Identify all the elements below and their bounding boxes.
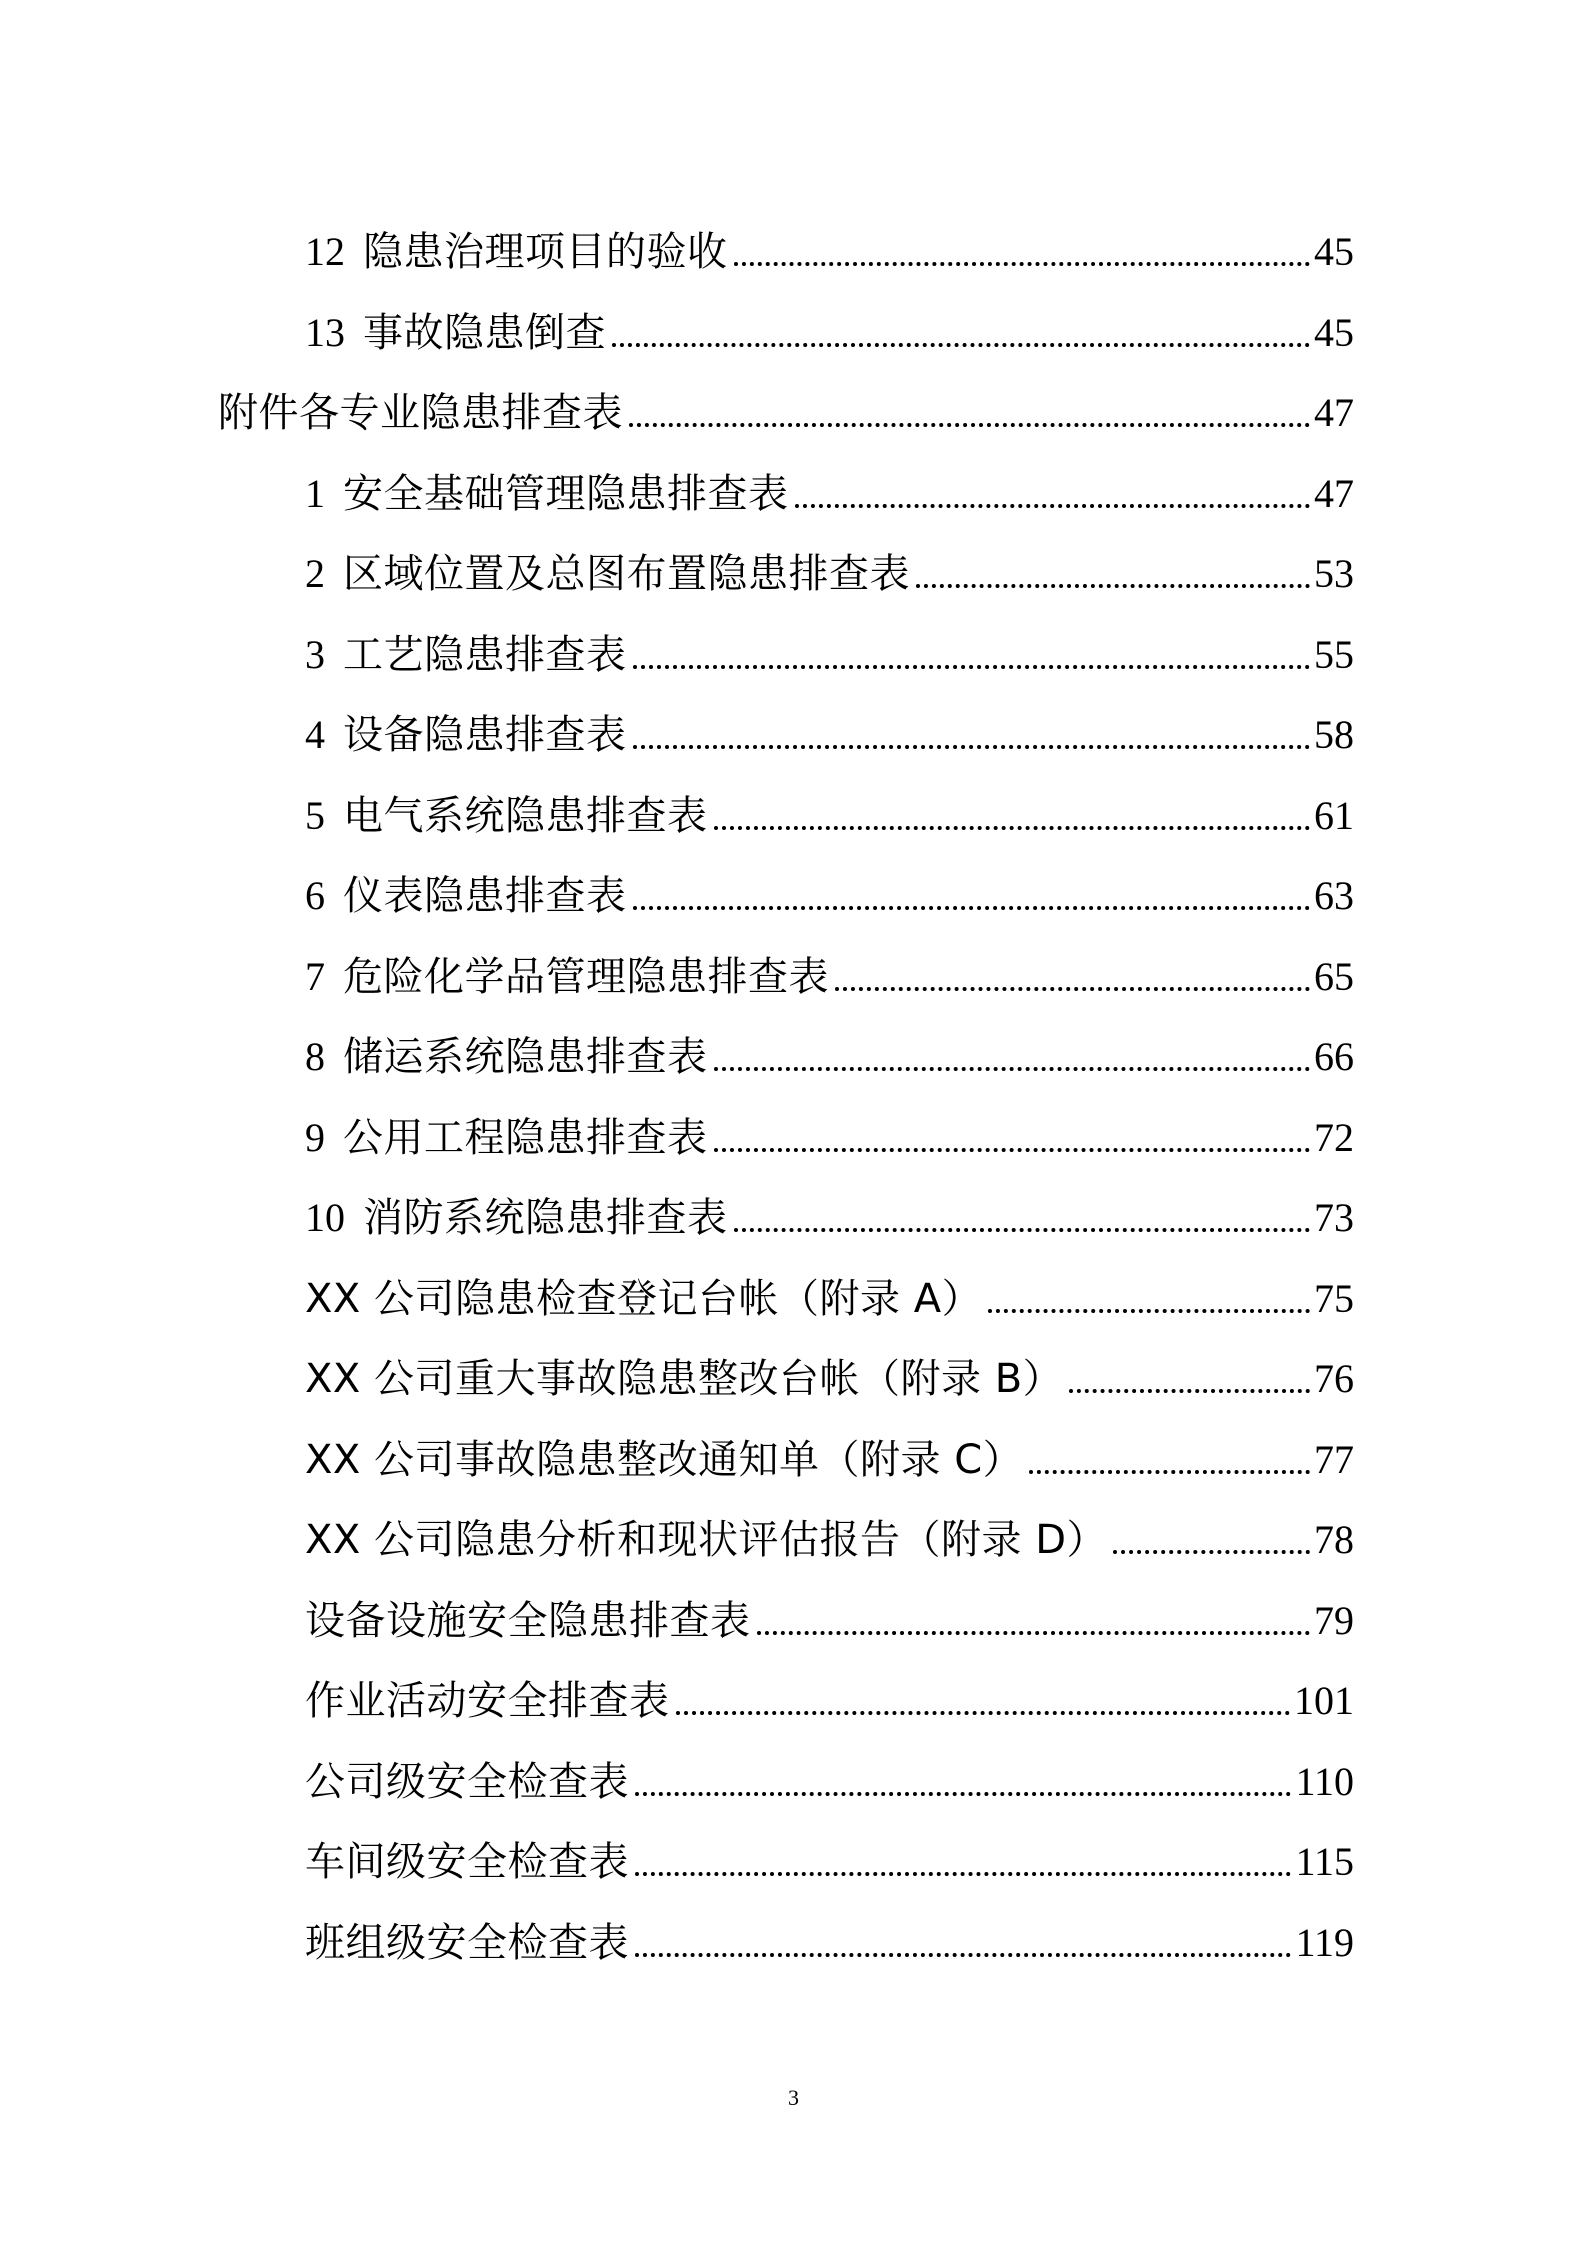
- toc-entry-number: 3: [305, 631, 325, 677]
- toc-dot-leader: [612, 343, 1310, 347]
- toc-entry-page: 45: [1314, 309, 1354, 355]
- toc-entry-number: 2: [305, 551, 325, 596]
- toc-entry-title: XX 公司事故隐患整改通知单（附录 C）: [305, 1436, 1024, 1483]
- toc-dot-leader: [1113, 1550, 1310, 1554]
- toc-entry-title: 储运系统隐患排查表: [343, 1034, 708, 1080]
- toc-entry[interactable]: [305, 1166, 1354, 1241]
- toc-dot-leader: [1029, 1470, 1310, 1474]
- toc-dot-leader: [988, 1309, 1310, 1313]
- toc-entry-title: 隐患治理项目的验收: [363, 229, 728, 275]
- toc-entry-number: 8: [305, 1034, 325, 1079]
- toc-entry-title: XX 公司隐患分析和现状评估报告（附录 D）: [305, 1517, 1108, 1563]
- toc-entry[interactable]: [305, 1569, 1354, 1644]
- toc-entry[interactable]: [305, 281, 1354, 356]
- toc-entry-page: 58: [1314, 712, 1354, 757]
- toc-entry[interactable]: [305, 1891, 1354, 1966]
- toc-entry-title: 电气系统隐患排查表: [343, 792, 708, 839]
- toc-entry[interactable]: [305, 200, 1354, 275]
- toc-entry-page: 77: [1314, 1436, 1354, 1482]
- toc-dot-leader: [835, 987, 1310, 991]
- toc-entry[interactable]: [305, 1005, 1354, 1080]
- toc-entry-number: 4: [305, 712, 325, 757]
- toc-entry[interactable]: [305, 1488, 1354, 1563]
- toc-entry-page: 79: [1314, 1597, 1354, 1643]
- toc-entry-page: 73: [1314, 1195, 1354, 1240]
- toc-dot-leader: [633, 906, 1311, 910]
- toc-entry-title: 公用工程隐患排查表: [343, 1114, 708, 1161]
- toc-dot-leader: [714, 1067, 1311, 1071]
- toc-entry-page: 110: [1295, 1758, 1354, 1804]
- toc-entry-title: 设备隐患排查表: [343, 712, 627, 758]
- toc-entry-title: 事故隐患倒查: [363, 309, 606, 356]
- toc-dot-leader: [633, 665, 1311, 669]
- toc-entry[interactable]: [305, 522, 1354, 597]
- toc-entry-title: 消防系统隐患排查表: [363, 1195, 728, 1241]
- toc-entry-page: 47: [1314, 390, 1354, 435]
- toc-entry-title: XX 公司隐患检查登记台帐（附录 A）: [305, 1275, 983, 1322]
- toc-entry[interactable]: [305, 925, 1354, 1000]
- toc-entry-title: 车间级安全检查表: [305, 1839, 629, 1885]
- toc-entry-title: 附件各专业隐患排查表: [218, 390, 623, 436]
- toc-entry-page: 76: [1314, 1356, 1354, 1401]
- toc-dot-leader: [734, 1228, 1311, 1232]
- toc-entry[interactable]: [305, 1408, 1354, 1483]
- toc-entry-number: 9: [305, 1114, 325, 1160]
- toc-entry-title: 区域位置及总图布置隐患排查表: [343, 551, 910, 597]
- toc-entry-page: 101: [1294, 1678, 1354, 1723]
- toc-entry-title: 公司级安全检查表: [305, 1758, 629, 1805]
- toc-entry[interactable]: [305, 844, 1354, 919]
- toc-entry-page: 72: [1314, 1114, 1354, 1160]
- toc-entry-title: 班组级安全检查表: [305, 1919, 629, 1966]
- toc-entry-page: 78: [1314, 1517, 1354, 1562]
- toc-entry[interactable]: [305, 1327, 1354, 1402]
- toc-entry-number: 13: [305, 309, 345, 355]
- toc-entry[interactable]: [305, 1086, 1354, 1161]
- toc-entry-page: 65: [1314, 953, 1354, 999]
- toc-dot-leader: [714, 826, 1311, 830]
- toc-entry[interactable]: [305, 442, 1354, 517]
- toc-dot-leader: [734, 262, 1311, 266]
- toc-entry[interactable]: [305, 683, 1354, 758]
- page-number: 3: [788, 2085, 799, 2110]
- toc-entry-title: 设备设施安全隐患排查表: [305, 1597, 751, 1644]
- toc-entry-page: 63: [1314, 873, 1354, 918]
- toc-entry-page: 47: [1314, 470, 1354, 516]
- toc-dot-leader: [633, 745, 1311, 749]
- toc-entry[interactable]: [305, 1247, 1354, 1322]
- toc-entry[interactable]: [305, 1810, 1354, 1885]
- toc-dot-leader: [635, 1792, 1291, 1796]
- toc-entry-page: 45: [1314, 229, 1354, 274]
- toc-entry-number: 5: [305, 792, 325, 838]
- toc-entry[interactable]: [218, 361, 1354, 436]
- toc-entry-page: 53: [1314, 551, 1354, 596]
- toc-dot-leader: [714, 1148, 1311, 1152]
- toc-dot-leader: [795, 504, 1311, 508]
- toc-entry-number: 1: [305, 470, 325, 516]
- toc-entry-page: 66: [1314, 1034, 1354, 1079]
- toc-dot-leader: [757, 1631, 1311, 1635]
- toc-entry-number: 10: [305, 1195, 345, 1240]
- toc-entry-title: 危险化学品管理隐患排查表: [343, 953, 829, 1000]
- toc-entry[interactable]: [305, 603, 1354, 678]
- toc-dot-leader: [635, 1953, 1291, 1957]
- toc-entry-page: 119: [1295, 1919, 1354, 1965]
- toc-entry-number: 6: [305, 873, 325, 918]
- toc-entry-title: 作业活动安全排查表: [305, 1678, 670, 1724]
- toc-dot-leader: [629, 423, 1310, 427]
- toc-dot-leader: [916, 584, 1310, 588]
- toc-entry-page: 55: [1314, 631, 1354, 677]
- toc-entry-page: 61: [1314, 792, 1354, 838]
- toc-entry-title: 仪表隐患排查表: [343, 873, 627, 919]
- toc-entry-number: 12: [305, 229, 345, 274]
- toc-entry-title: 安全基础管理隐患排查表: [343, 470, 789, 517]
- toc-dot-leader: [676, 1711, 1291, 1715]
- toc-dot-leader: [1069, 1389, 1310, 1393]
- toc-dot-leader: [635, 1872, 1291, 1876]
- toc-entry-number: 7: [305, 953, 325, 999]
- toc-entry-title: 工艺隐患排查表: [343, 631, 627, 678]
- toc-entry[interactable]: [305, 1649, 1354, 1724]
- toc-entry[interactable]: [305, 764, 1354, 839]
- toc-entry-title: XX 公司重大事故隐患整改台帐（附录 B）: [305, 1356, 1064, 1402]
- toc-entry[interactable]: [305, 1730, 1354, 1805]
- toc-entry-page: 115: [1295, 1839, 1354, 1884]
- toc-entry-page: 75: [1314, 1275, 1354, 1321]
